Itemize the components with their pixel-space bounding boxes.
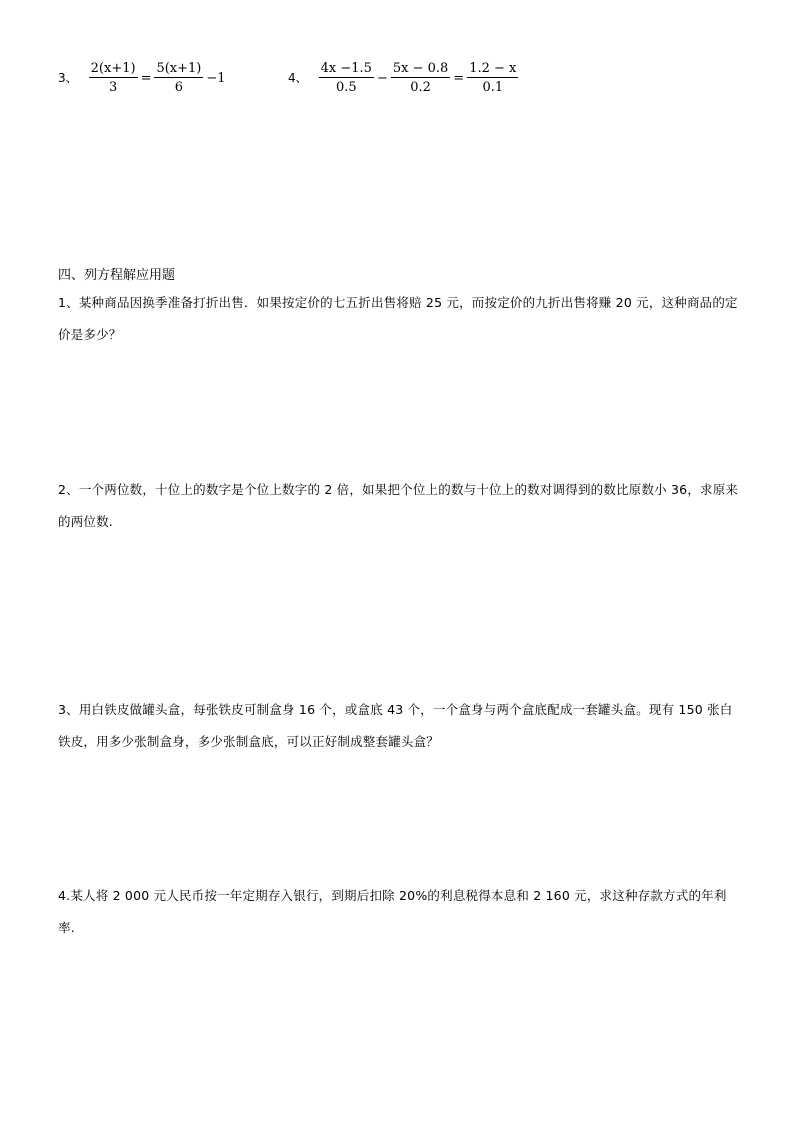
denominator: 0.2	[410, 80, 431, 95]
denominator: 0.1	[482, 80, 504, 95]
numerator: 5(x+1)	[156, 61, 202, 76]
fraction	[154, 62, 203, 94]
fraction	[89, 62, 138, 94]
problem-4: 4.某人将 2 000 元人民币按一年定期存入银行，到期后扣除 20%的利息税得本息和 2 160 元，求这种存款方式的年利率.	[58, 888, 727, 935]
constant-term: −1	[206, 70, 226, 86]
fraction	[319, 62, 374, 94]
numerator: 5x − 0.8	[392, 61, 449, 76]
numerator: 1.2 − x	[469, 61, 517, 76]
equation-label: 4、	[288, 71, 308, 85]
fraction	[467, 62, 518, 94]
equation-label: 3、	[58, 71, 78, 85]
denominator: 3	[108, 80, 118, 95]
equation-3	[58, 62, 228, 94]
section-title: 四、列方程解应用题	[58, 268, 176, 283]
equation-4	[288, 62, 519, 94]
problem-1: 1、某种商品因换季准备打折出售．如果按定价的七五折出售将赔 25 元，而按定价的九折出售将赚 20 元，这种商品的定价是多少？	[58, 295, 738, 342]
denominator: 0.5	[335, 80, 357, 95]
fraction	[391, 62, 450, 94]
numerator: 4x −1.5	[320, 61, 372, 76]
problem-2: 2、一个两位数，十位上的数字是个位上数字的 2 倍，如果把个位上的数与十位上的数对调得到的数比原数小 36，求原来的两位数.	[58, 482, 739, 529]
equals-sign: =	[453, 70, 465, 86]
denominator: 6	[174, 80, 184, 95]
numerator: 2(x+1)	[90, 61, 136, 76]
equals-sign: =	[140, 70, 152, 86]
minus-sign: −	[376, 70, 388, 86]
problem-3: 3、用白铁皮做罐头盒，每张铁皮可制盒身 16 个，或盒底 43 个，一个盒身与两个盒底配成一套罐头盒。现有 150 张白铁皮，用多少张制盒身，多少张制盒底，可以正好制成整套罐头盒？	[58, 702, 733, 749]
